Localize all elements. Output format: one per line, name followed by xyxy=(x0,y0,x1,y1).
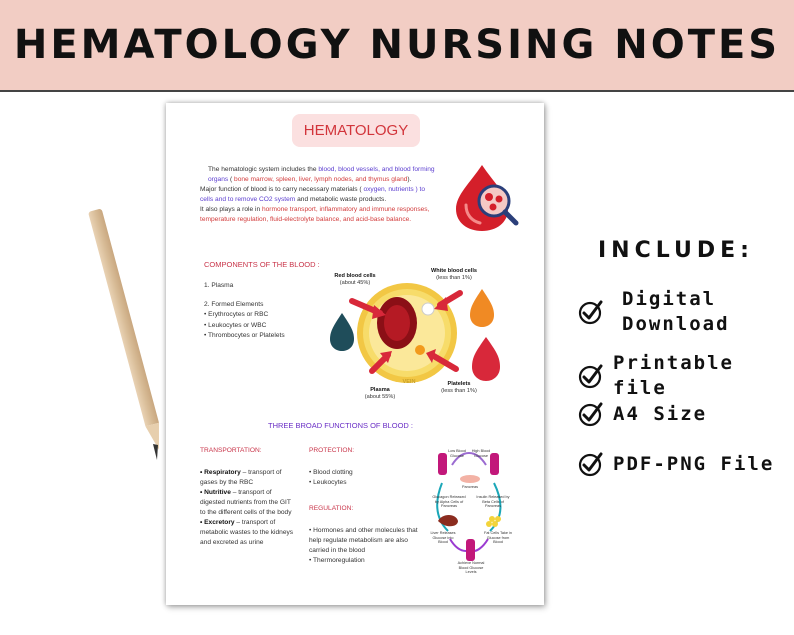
include-item-label: PDF-PNG File xyxy=(613,452,775,475)
list-item: 2. Formed Elements xyxy=(204,300,264,308)
intro-text-part: Major function of blood is to carry necessary materials ( xyxy=(200,186,364,193)
intro-text-part: ). xyxy=(407,176,412,183)
label-white-blood-cells xyxy=(426,268,482,282)
intro-highlight: hormone transport, inflammatory and immune responses, temperature regulation, fluid-electrolyte balance, and acid-base balance. xyxy=(200,206,430,223)
function-term: • Respiratory xyxy=(200,469,241,476)
include-item-label xyxy=(613,287,730,337)
diagram-label: White blood cells xyxy=(431,268,477,274)
include-item-a4 xyxy=(578,401,707,427)
include-item-printable xyxy=(578,351,794,401)
label-plasma xyxy=(360,387,400,401)
diagram-label: (about 45%) xyxy=(339,280,371,286)
list-item: • Thrombocytes or Platelets xyxy=(204,332,285,339)
intro-text-part: It also plays a role in xyxy=(200,206,262,213)
include-item-digital-download xyxy=(578,287,730,337)
label-platelets xyxy=(434,381,484,395)
list-item: • Erythrocytes or RBC xyxy=(204,311,269,318)
notes-page-preview xyxy=(166,103,544,605)
diagram-label: Plasma xyxy=(370,387,390,393)
pencil-lead-icon xyxy=(150,444,160,462)
diagram-label: Pancreas xyxy=(461,485,479,489)
diagram-label: Red blood cells xyxy=(334,273,376,279)
functions-heading: THREE BROAD FUNCTIONS OF BLOOD : xyxy=(268,421,414,430)
diagram-label: Glucagon Released by Alpha Cells of Pancreas xyxy=(432,495,466,508)
components-list xyxy=(204,281,285,342)
protection-regulation-column xyxy=(309,446,419,566)
list-item: • Hormones and other molecules that help regulate metabolism are also carried in the blood xyxy=(309,527,418,554)
check-circle-icon xyxy=(578,451,604,477)
intro-text-part: ( xyxy=(228,176,235,183)
diagram-label: Insulin Released by Beta Cells of Pancreas xyxy=(476,495,510,508)
intro-text-part: and metabolic waste products. xyxy=(295,196,387,203)
diagram-label: Achieve Normal Blood Glucose Levels xyxy=(457,561,485,574)
page-title: HEMATOLOGY xyxy=(292,114,420,147)
list-item: • Leukocytes or WBC xyxy=(204,321,267,329)
column-heading: PROTECTION: xyxy=(309,447,355,454)
intro-highlight: oxygen, nutrients ) to cells and to remove CO2 system xyxy=(200,186,426,203)
banner-title: HEMATOLOGY NURSING NOTES xyxy=(13,22,781,68)
intro-highlight: blood, blood vessels, and blood forming organs xyxy=(208,166,435,183)
list-item: • Blood clotting xyxy=(309,469,353,476)
blood-drop-magnifier-icon xyxy=(452,161,524,233)
function-text: – transport of digested nutrients from the GIT to the different cells of the body xyxy=(200,489,292,516)
blood-composition-diagram xyxy=(322,268,522,405)
check-circle-icon xyxy=(578,401,604,427)
label-red-blood-cells xyxy=(330,273,380,287)
function-term: • Excretory xyxy=(200,519,235,526)
intro-text-part: The hematologic system includes the xyxy=(208,166,319,173)
diagram-label: Platelets xyxy=(447,381,471,387)
components-heading: COMPONENTS OF THE BLOOD : xyxy=(204,260,320,269)
diagram-label: (about 55%) xyxy=(364,394,396,400)
diagram-label: High Blood Glucose xyxy=(471,449,491,458)
diagram-label: Liver Releases Glucose into Blood xyxy=(430,531,456,544)
function-text: – transport of metabolic wastes to the kidneys and excreted as urine xyxy=(200,519,294,546)
diagram-label: (less than 1%) xyxy=(441,388,477,394)
check-circle-icon xyxy=(578,363,604,389)
include-item-text: Download xyxy=(622,313,730,335)
function-term: • Nutritive xyxy=(200,489,231,496)
title-banner xyxy=(0,0,794,92)
include-item-label: A4 Size xyxy=(613,402,708,425)
list-item: • Leukocytes xyxy=(309,479,347,486)
list-item: 1. Plasma xyxy=(204,282,234,289)
check-circle-icon xyxy=(578,299,604,325)
function-text: – transport of gases by the RBC xyxy=(200,469,282,486)
transportation-column xyxy=(200,446,294,548)
list-item: • Thermoregulation xyxy=(309,557,365,564)
pencil-illustration xyxy=(88,208,166,453)
include-item-label: Printable file xyxy=(613,352,734,399)
diagram-label: Fat Cells Take in Glucose from Blood xyxy=(484,531,512,544)
diagram-label: Low Blood Glucose xyxy=(448,449,466,458)
intro-text xyxy=(200,165,436,225)
intro-highlight: bone marrow, spleen, liver, lymph nodes, and thymus gland xyxy=(234,176,408,183)
column-heading: TRANSPORTATION: xyxy=(200,447,262,454)
column-heading: REGULATION: xyxy=(309,505,354,512)
include-heading: INCLUDE: xyxy=(598,238,754,263)
include-item-pdf-png xyxy=(578,451,774,477)
glucose-regulation-diagram xyxy=(428,443,516,573)
blood-vessel-illustration xyxy=(322,271,522,401)
label-vein: VEIN xyxy=(402,379,416,385)
diagram-label: (less than 1%) xyxy=(436,275,472,281)
include-item-text: Digital xyxy=(622,288,717,310)
